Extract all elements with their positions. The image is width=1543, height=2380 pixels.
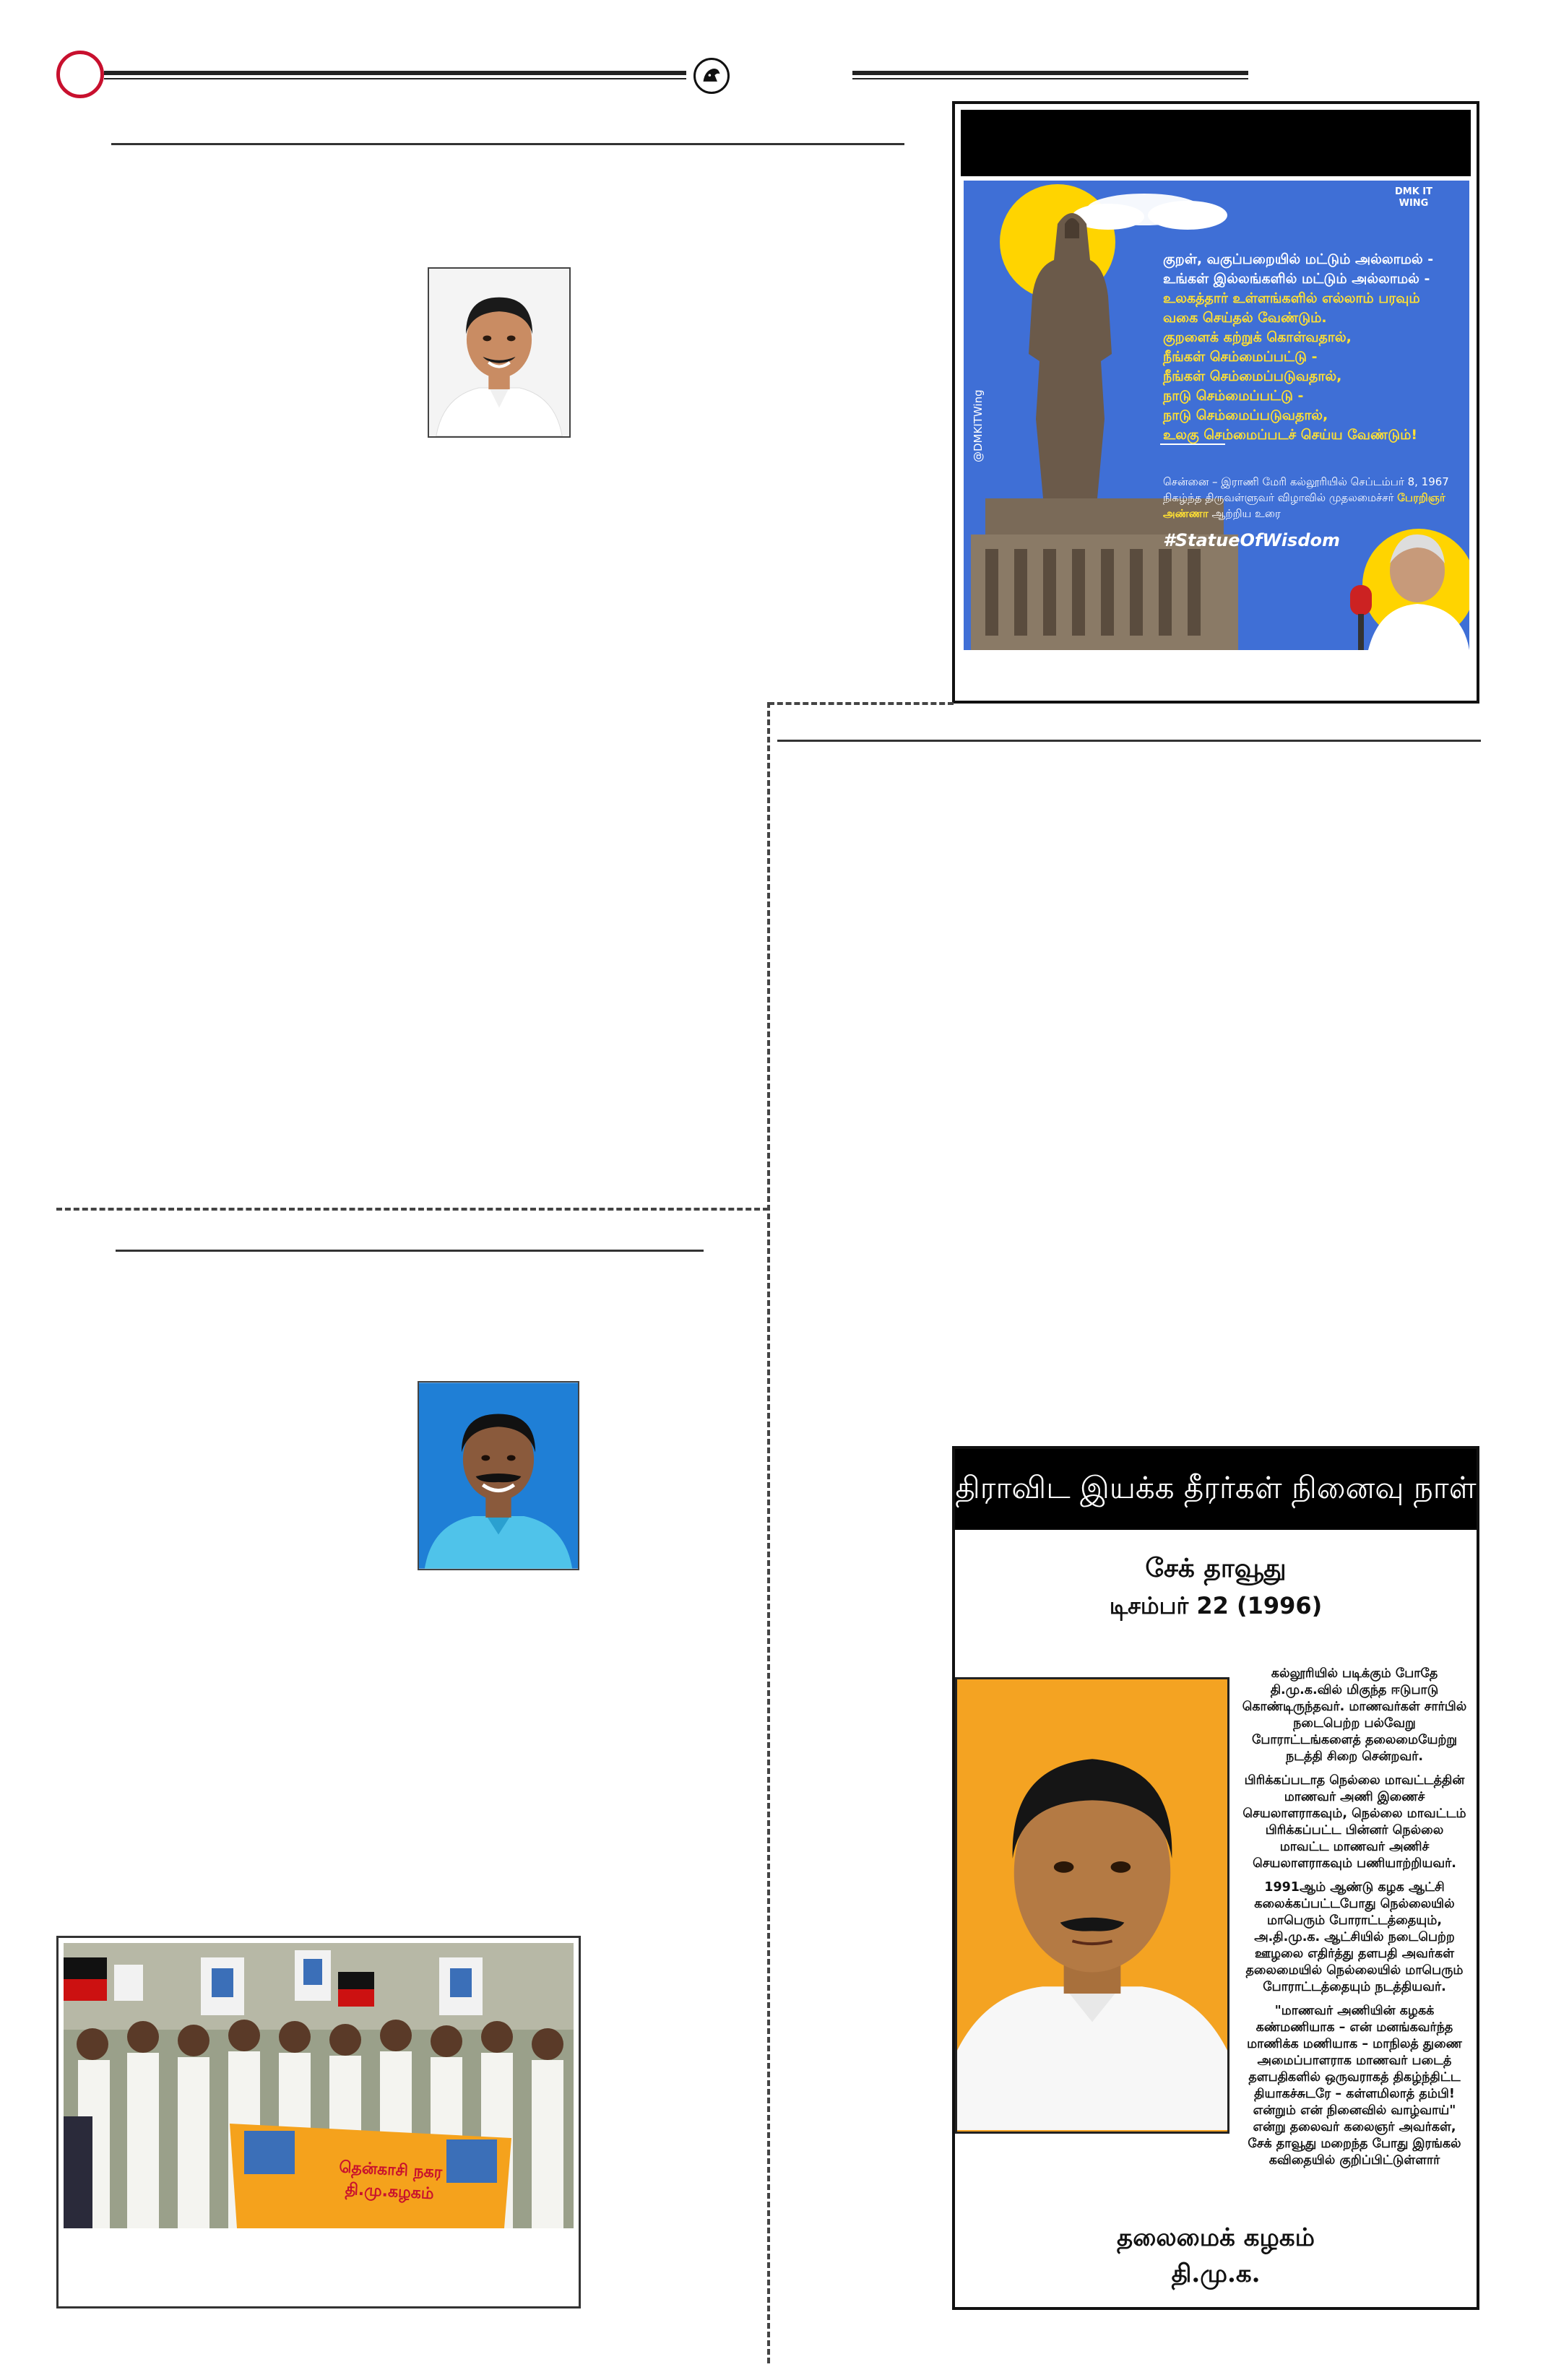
poster-quote: [1163, 250, 1452, 550]
memorial-footer-party: தி.மு.க.: [1171, 2259, 1261, 2288]
memorial-date: டிசம்பர் 22 (1996): [1109, 1592, 1323, 1619]
poster-line: நீங்கள் செம்மைப்பட்டு -: [1163, 349, 1318, 365]
poster-line: உலகு செம்மைப்படச் செய்ய வேண்டும்!: [1163, 427, 1418, 443]
article-2-portrait: [418, 1381, 579, 1570]
poster-line: குறளைக் கற்றுக் கொள்வதால்,: [1163, 329, 1352, 345]
poster-caption: [1163, 474, 1452, 522]
article-1-portrait: [428, 267, 571, 438]
header-rule-left-thin: [104, 78, 686, 79]
page-number-badge: [56, 51, 104, 98]
divider-dashed-top-right: [769, 702, 954, 705]
poster-line: வகை செய்தல் வேண்டும்.: [1163, 310, 1327, 326]
protest-banner-text: தென்காசி நகர தி.மு.கழகம்: [338, 2158, 443, 2204]
memorial-bio-paragraph: 1991ஆம் ஆண்டு கழக ஆட்சி கலைக்கப்பட்டபோது நெல்லையில் மாபெரும் போராட்டத்தையும், அ.தி.மு.க. ஆட்சியில் நடைபெற்ற ஊழலை எதிர்த்து தளபதி அவர்கள் தலைமையில் நெல்லையில் மாபெரும் போராட்டத்தையும் நடத்தியவர்.: [1245, 1880, 1464, 1994]
memorial-bio-paragraph: பிரிக்கப்படாத நெல்லை மாவட்டத்தின் மாணவர் அணி இணைச் செயலாளராகவும், நெல்லை மாவட்டம் பிரிக்கப்பட்ட பின்னர் நெல்லை மாவட்ட மாணவர் அணிச் செயலாளராகவும் பணியாற்றியவர்.: [1242, 1773, 1466, 1871]
poster-line: உலகத்தார் உள்ளங்களில் எல்லாம் பரவும்: [1163, 290, 1420, 306]
divider-dashed-vertical: [767, 702, 770, 2363]
memorial-bio-paragraph: "மாணவர் அணியின் கழகக் கண்மணியாக – என் மனங்கவர்ந்த மாணிக்க மணியாக – மாநிலத் துணை அமைப்பாளராக மாணவர் படைத் தளபதிகளில் ஒருவராகத் திகழ்ந்திட்ட தியாகச்சுடரே – கள்ளமிலாத் தம்பி! என்றும் என் நினைவில் வாழ்வாய்" என்று தலைவர் கலைஞர் அவர்கள், சேக் தாவூது மறைந்த போது இரங்கல் கவிதையில் குறிப்பிட்டுள்ளார்: [1247, 2004, 1462, 2168]
poster-caption-text: சென்னை – இராணி மேரி கல்லூரியில் செப்டம்பர் 8, 1967 நிகழ்ந்த திருவள்ளுவர் விழாவில் முதலமைச்சர்: [1163, 475, 1449, 504]
poster-caption-tail: ஆற்றிய உரை: [1211, 507, 1281, 520]
poster-dmk-badge: DMK IT WING: [1394, 186, 1433, 209]
header-rule-right-thin: [852, 78, 1248, 79]
party-logo-icon: [693, 58, 730, 94]
memorial-header: திராவிட இயக்க தீரர்கள் நினைவு நாள்: [955, 1449, 1477, 1530]
memorial-name: சேக் தாவூது: [1145, 1553, 1287, 1583]
article-1-top-rule: [111, 143, 904, 145]
memorial-bio: [1240, 1666, 1469, 2176]
header-rule-right: [852, 71, 1248, 75]
article-right-top-rule: [777, 740, 1481, 742]
poster-line: நாடு செம்மைப்படுவதால்,: [1163, 407, 1328, 423]
poster-line: நீங்கள் செம்மைப்படுவதால்,: [1163, 368, 1342, 384]
poster-side-handle: @DMKITWing: [972, 389, 985, 462]
divider-dashed-left-middle: [56, 1208, 769, 1211]
poster-hashtag: #StatueOfWisdom: [1163, 530, 1340, 550]
poster-line: நாடு செம்மைப்பட்டு -: [1163, 388, 1304, 404]
header-rule-left: [104, 71, 686, 75]
memorial-footer-org: தலைமைக் கழகம்: [1117, 2223, 1315, 2252]
memorial-bio-paragraph: கல்லூரியில் படிக்கும் போதே தி.மு.க.வில் மிகுந்த ஈடுபாடு கொண்டிருந்தவர். மாணவர்கள் சார்பில் நடைபெற்ற பல்வேறு போராட்டங்களைத் தலைமையேற்று நடத்தி சிறை சென்றவர்.: [1242, 1666, 1467, 1764]
poster-line: உங்கள் இல்லங்களில் மட்டும் அல்லாமல் -: [1163, 271, 1430, 287]
poster-header-bar: [961, 110, 1471, 176]
poster-caption-name: பேரறிஞர் அண்ணா: [1163, 491, 1445, 520]
article-2-top-rule: [116, 1250, 704, 1252]
memorial-portrait: [955, 1677, 1229, 2134]
poster-line: குறள், வகுப்பறையில் மட்டும் அல்லாமல் -: [1163, 251, 1434, 267]
